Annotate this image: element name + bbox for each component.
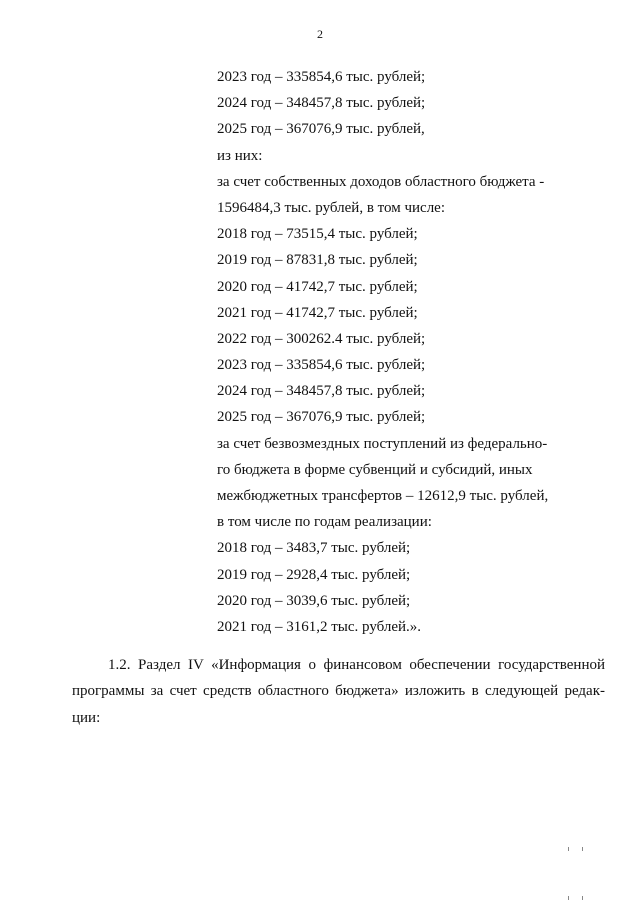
text-line: 2024 год – 348457,8 тыс. рублей; <box>217 95 426 112</box>
text-line: за счет безвозмездных поступлений из федерально- <box>217 435 548 452</box>
text-line: 2023 год – 335854,6 тыс. рублей; <box>217 69 426 85</box>
text-line: 2025 год – 367076,9 тыс. рублей, <box>217 121 425 138</box>
scan-mark <box>568 896 569 900</box>
scan-mark <box>582 847 583 851</box>
text-line: 2019 год – 2928,4 тыс. рублей; <box>217 566 411 583</box>
text-line: из них: <box>217 147 263 164</box>
text-line: го бюджета в форме субвенций и субсидий, иных <box>217 461 533 478</box>
text-line: 2025 год – 367076,9 тыс. рублей; <box>217 409 426 426</box>
text-line: межбюджетных трансфертов – 12612,9 тыс. рублей, <box>217 488 549 504</box>
text-line: в том числе по годам реализации: <box>217 514 432 531</box>
text-line: 2020 год – 3039,6 тыс. рублей; <box>217 592 411 609</box>
text-line: 2023 год – 335854,6 тыс. рублей; <box>217 357 426 374</box>
text-line: 2021 год – 41742,7 тыс. рублей; <box>217 304 418 321</box>
funding-lines <box>217 64 548 640</box>
paragraph-line: ции: <box>72 710 101 726</box>
text-line: за счет собственных доходов областного бюджета - <box>217 173 545 190</box>
text-line: 2024 год – 348457,8 тыс. рублей; <box>217 383 426 400</box>
text-line: 2020 год – 41742,7 тыс. рублей; <box>217 278 418 295</box>
scan-mark <box>582 896 583 900</box>
text-line: 2018 год – 73515,4 тыс. рублей; <box>217 226 418 243</box>
text-line: 2021 год – 3161,2 тыс. рублей.». <box>217 618 422 635</box>
text-line: 2018 год – 3483,7 тыс. рублей; <box>217 540 411 557</box>
text-line: 1596484,3 тыс. рублей, в том числе: <box>217 199 446 216</box>
paragraph-line: программы за счет средств областного бюджета» изложить в следующей редак- <box>72 683 605 699</box>
text-line: 2022 год – 300262.4 тыс. рублей; <box>217 330 426 347</box>
paragraph-line: 1.2. Раздел IV «Информация о финансовом обеспечении государственной <box>108 657 605 673</box>
page-number: 2 <box>317 27 323 41</box>
text-line: 2019 год – 87831,8 тыс. рублей; <box>217 252 418 269</box>
scan-mark <box>568 847 569 851</box>
